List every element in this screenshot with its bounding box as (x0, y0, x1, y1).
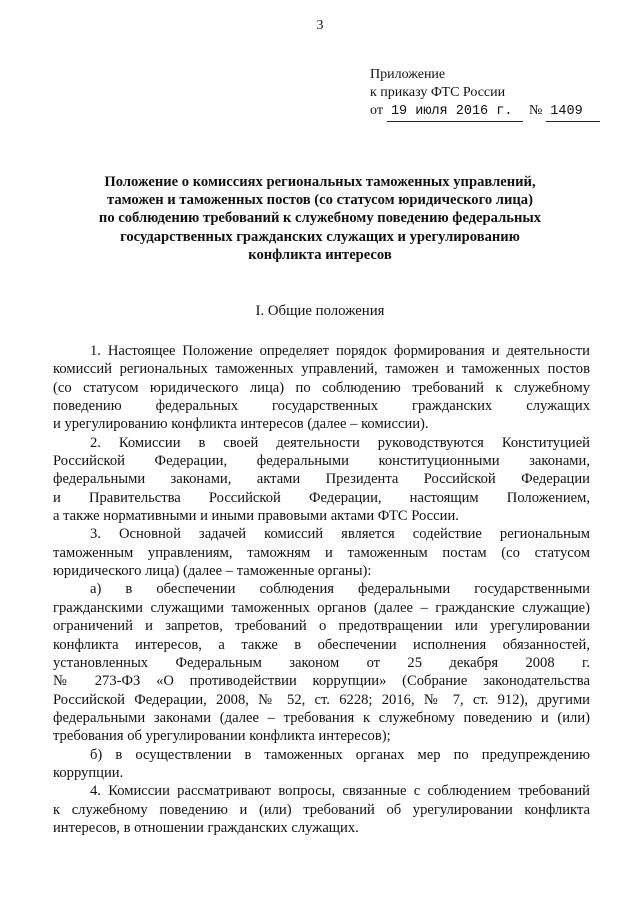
order-date: 19 июля 2016 г. (387, 103, 523, 122)
title-line: государственных гражданских служащих и урегулированию (120, 228, 520, 245)
paragraph-line: требования об урегулировании конфликта интересов); (53, 728, 391, 745)
paragraph-line: федеральными законами, актами Президента Российской Федерации (53, 471, 590, 488)
paragraph (53, 580, 590, 745)
paragraph-line: поведению федеральных государственных гражданских служащих (53, 398, 590, 415)
title-line: таможен и таможенных постов (со статусом юридического лица) (107, 192, 533, 209)
number-label: № (528, 103, 543, 118)
paragraph (53, 782, 590, 837)
order-number: 1409 (546, 103, 600, 122)
appendix-date-line (370, 102, 610, 122)
paragraph-line: 3. Основной задачей комиссий является содействие региональным (90, 526, 590, 543)
paragraph-line: и урегулированию конфликта интересов (далее – комиссии). (53, 416, 429, 433)
section-heading: I. Общие положения (255, 303, 385, 319)
date-label: от (370, 103, 383, 118)
paragraph-line: б) в осуществлении в таможенных органах мер по предупреждению (90, 746, 590, 763)
paragraph-line: Российской Федерации, 2008, № 52, ст. 6228; 2016, № 7, ст. 912), другими (53, 691, 590, 708)
paragraph-line: гражданскими служащими таможенных органов (далее – гражданские служащие) (53, 599, 590, 616)
appendix-title: Приложение (370, 67, 446, 82)
paragraph (53, 746, 590, 783)
paragraph-line: 1. Настоящее Положение определяет порядок формирования и деятельности (90, 343, 590, 359)
paragraph-line: федеральными законами (далее – требования к служебному поведению и (или) (53, 709, 590, 726)
paragraph-line: ограничений и запретов, требований о предотвращении или урегулировании (53, 618, 590, 635)
paragraph-line: интересов, в отношении гражданских служащих. (53, 819, 359, 836)
paragraph-line: 2. Комиссии в своей деятельности руководствуются Конституцией (90, 434, 590, 451)
paragraph-line: 4. Комиссии рассматривают вопросы, связанные с соблюдением требований (90, 783, 590, 800)
paragraph-line: Российской Федерации, федеральными конституционными законами, (53, 453, 590, 470)
paragraph-line: и Правительства Российской Федерации, настоящим Положением, (53, 489, 590, 506)
paragraph-line: а также нормативными и иными правовыми актами ФТС России. (53, 508, 459, 525)
paragraph-line: коррупции. (53, 764, 124, 781)
paragraph (53, 342, 590, 434)
paragraph-line: таможенным управлениям, таможням и таможенным постам (со статусом (53, 544, 590, 561)
paragraph (53, 434, 590, 526)
paragraph-line: установленных Федеральным законом от 25 декабря 2008 г. (53, 654, 590, 671)
body-text (53, 342, 590, 837)
paragraph-line: к служебному поведению и (или) требований об урегулировании конфликта (53, 801, 590, 818)
page-number: 3 (316, 18, 324, 33)
paragraph-line: № 273-ФЗ «О противодействии коррупции» (Собрание законодательства (53, 673, 590, 690)
paragraph-line: конфликта интересов, а также в обеспечении исполнения обязанностей, (53, 636, 590, 653)
title-line: по соблюдению требований к служебному поведению федеральных (98, 210, 542, 227)
paragraph-line: юридического лица) (далее – таможенные органы): (53, 563, 372, 580)
paragraph (53, 525, 590, 580)
paragraph-line: (со статусом юридического лица) по соблюдению требований к служебному (53, 379, 590, 396)
title-line: Положение о комиссиях региональных таможенных управлений, (104, 174, 536, 190)
document-title (70, 173, 570, 264)
title-line: конфликта интересов (248, 246, 392, 263)
appendix-order-ref: к приказу ФТС России (370, 85, 506, 100)
paragraph-line: комиссий региональных таможенных управлений, таможен и таможенных постов (53, 361, 590, 378)
appendix-block (370, 66, 610, 122)
paragraph-line: а) в обеспечении соблюдения федеральными государственными (90, 581, 590, 598)
